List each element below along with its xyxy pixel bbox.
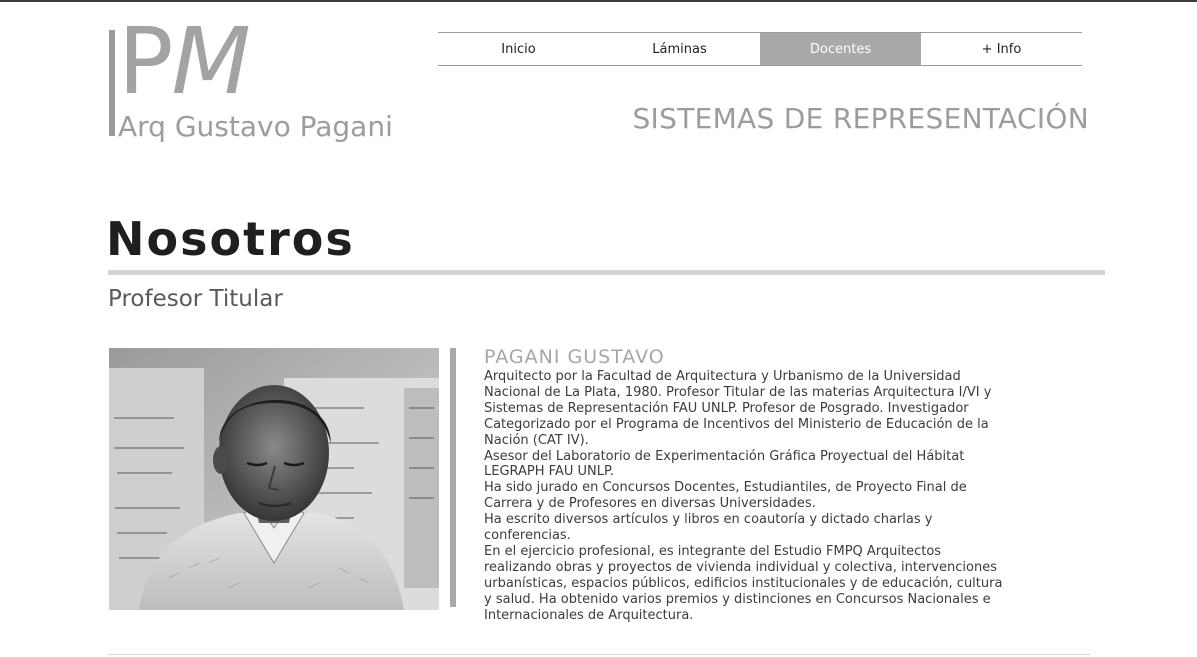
professor-name: PAGANI GUSTAVO — [484, 346, 665, 368]
bottom-divider — [108, 654, 1090, 655]
subject-title: SISTEMAS DE REPRESENTACIÓN — [632, 102, 1089, 135]
bio-accent-bar — [450, 348, 456, 607]
nav-item-info[interactable]: + Info — [981, 41, 1022, 57]
nav-item-docentes[interactable]: Docentes — [760, 33, 921, 65]
page-title: Nosotros — [106, 212, 355, 266]
bio-text — [484, 369, 1004, 624]
bio-paragraph: Ha sido jurado en Concursos Docentes, Estudiantiles, de Proyecto Final de Carrera y de Profesores en diversas Universidades. — [484, 480, 967, 512]
nav-item-inicio[interactable]: Inicio — [501, 41, 536, 57]
logo-bar — [109, 30, 115, 136]
logo-name[interactable]: Arq Gustavo Pagani — [118, 110, 393, 143]
nav-item-laminas[interactable]: Láminas — [652, 41, 707, 57]
bio-paragraph: Asesor del Laboratorio de Experimentación Gráfica Proyectual del Hábitat LEGRAPH FAU UNLP. — [484, 448, 965, 480]
bio-paragraph: Arquitecto por la Facultad de Arquitectura y Urbanismo de la Universidad Nacional de La Plata, 1980. Profesor Titular de las materias Arquitectura I/VI y Sistemas de Representación FAU UNLP. Profesor de Posgrado. Investigador Categorizado por el Programa de Incentivos del Ministerio de Educación de la Nación (CAT IV). — [484, 369, 992, 448]
main-nav — [438, 32, 1082, 66]
logo-initial-m: M — [171, 8, 249, 115]
section-heading: Profesor Titular — [108, 286, 283, 312]
title-divider — [108, 270, 1105, 275]
logo-initial-p: P — [118, 8, 172, 115]
profile-photo — [109, 348, 439, 610]
bio-paragraph: Ha escrito diversos artículos y libros en coautoría y dictado charlas y conferencias. — [484, 512, 933, 544]
logo-initials[interactable] — [118, 8, 249, 115]
bio-section — [484, 346, 1004, 624]
bio-paragraph: En el ejercicio profesional, es integrante del Estudio FMPQ Arquitectos realizando obras y proyectos de vivienda individual y colectiva, intervenciones urbanísticas, espacios públicos, edificios institucionales y de educación, cultura y salud. Ha obtenido varios premios y distinciones en Concursos Nacionales e Internacionales de Arquitectura. — [484, 543, 1003, 623]
